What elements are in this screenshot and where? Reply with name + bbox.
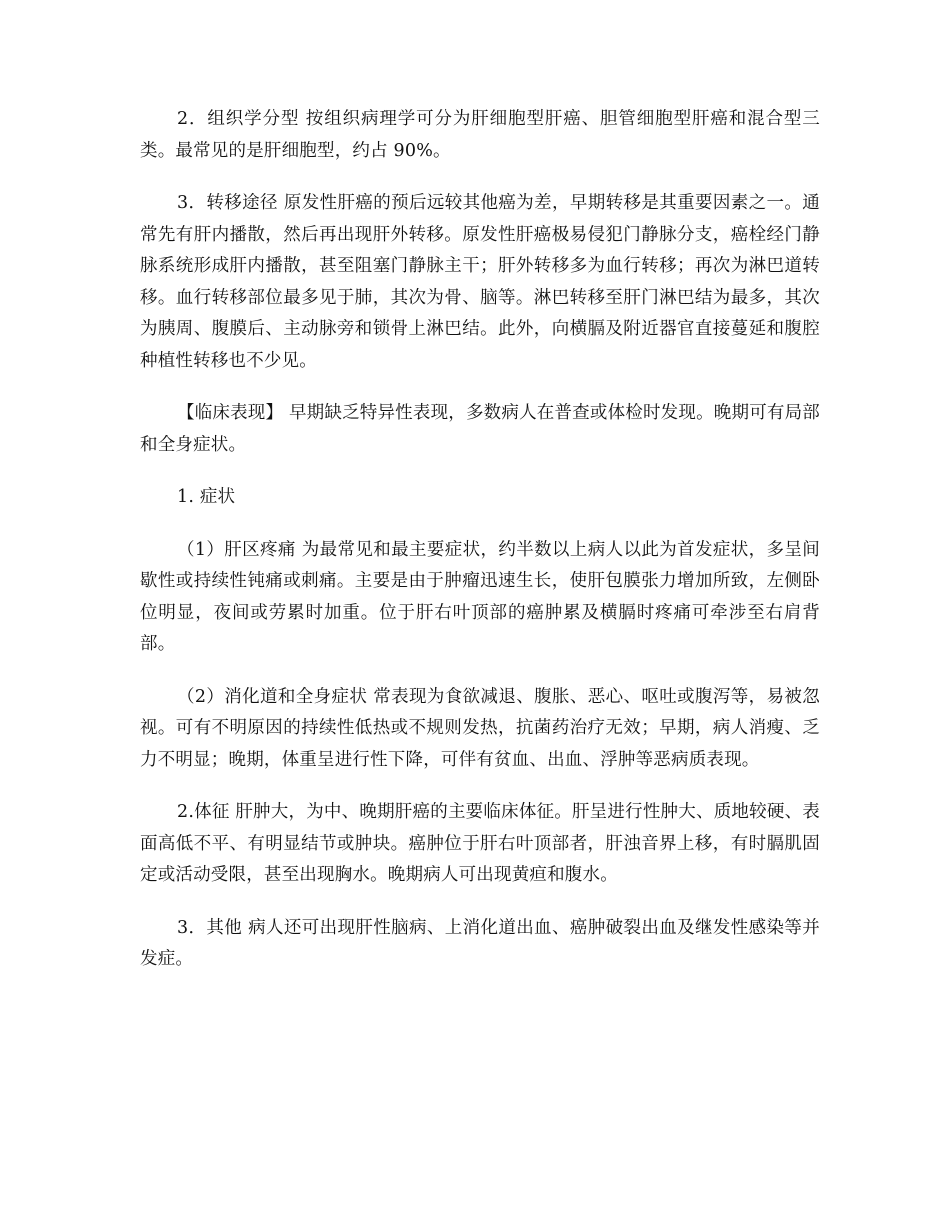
paragraph-liver-pain: （1）肝区疼痛 为最常见和最主要症状，约半数以上病人以此为首发症状，多呈间歇性或持续性钝痛或刺痛。主要是由于肿瘤迅速生长，使肝包膜张力增加所致，左侧卧位明显，夜间或劳累时加重。位于肝右叶顶部的癌肿累及横膈时疼痛可牵涉至右肩背部。 [140, 539, 820, 654]
paragraph-signs: 2.体征 肝肿大，为中、晚期肝癌的主要临床体征。肝呈进行性肿大、质地较硬、表面高低不平、有明显结节或肿块。癌肿位于肝右叶顶部者，肝浊音界上移，有时膈肌固定或活动受限，甚至出现胸水。晚期病人可出现黄疸和腹水。 [140, 802, 820, 885]
paragraph-digestive-symptoms: （2）消化道和全身症状 常表现为食欲减退、腹胀、恶心、呕吐或腹泻等，易被忽视。可有不明原因的持续性低热或不规则发热，抗菌药治疗无效；早期，病人消瘦、乏力不明显；晚期，体重呈进行性下降，可伴有贫血、出血、浮肿等恶病质表现。 [140, 686, 820, 770]
paragraph-symptoms-heading: 1. 症状 [177, 487, 236, 507]
document-page [140, 104, 820, 997]
paragraph-histological-type: 2．组织学分型 按组织病理学可分为肝细胞型肝癌、胆管细胞型肝癌和混合型三类。最常见的是肝细胞型，约占 90%。 [140, 109, 820, 161]
paragraph-metastasis-route: 3．转移途径 原发性肝癌的预后远较其他癌为差，早期转移是其重要因素之一。通常先有肝内播散，然后再出现肝外转移。原发性肝癌极易侵犯门静脉分支，癌栓经门静脉系统形成肝内播散，甚至阻塞门静脉主干；肝外转移多为血行转移；再次为淋巴道转移。血行转移部位最多见于肺，其次为骨、脑等。淋巴转移至肝门淋巴结为最多，其次为胰周、腹膜后、主动脉旁和锁骨上淋巴结。此外，向横膈及附近器官直接蔓延和腹腔种植性转移也不少见。 [140, 193, 820, 371]
paragraph-clinical-manifestation: 【临床表现】 早期缺乏特异性表现，多数病人在普查或体检时发现。晚期可有局部和全身症状。 [140, 403, 820, 455]
paragraph-other: 3．其他 病人还可出现肝性脑病、上消化道出血、癌肿破裂出血及继发性感染等并发症。 [140, 917, 820, 969]
